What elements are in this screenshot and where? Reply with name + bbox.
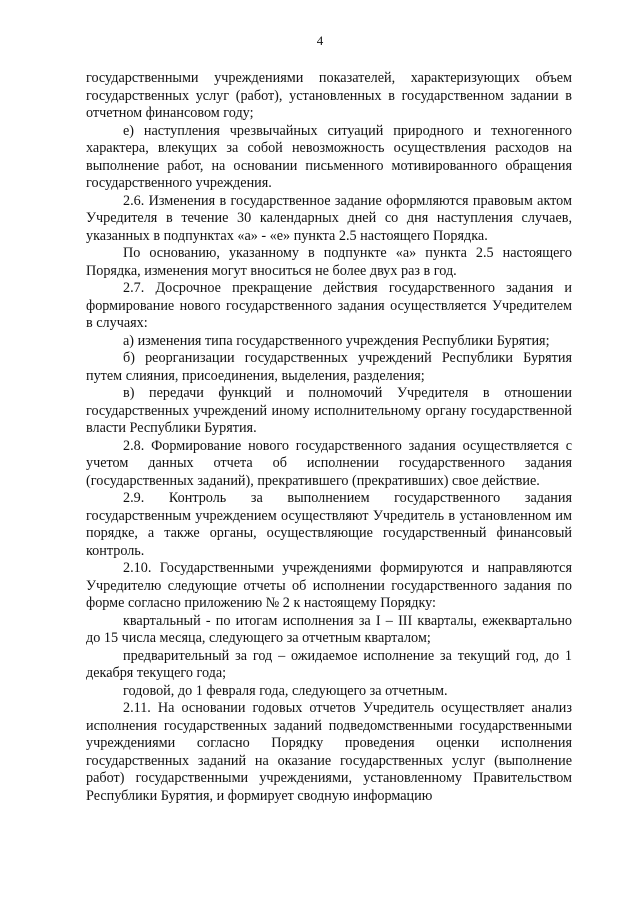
paragraph-2-7: 2.7. Досрочное прекращение действия государственного задания и формирование нового государственного задания осуществляется Учредителем в случаях: xyxy=(86,280,572,331)
paragraph-2-9: 2.9. Контроль за выполнением государственного задания государственным учреждением осуществляют Учредитель в установленном им порядке, а также органы, осуществляющие государственный финансовый контроль. xyxy=(86,490,572,559)
paragraph-preliminary: предварительный за год – ожидаемое исполнение за текущий год, до 1 декабря текущего года; xyxy=(86,647,572,681)
paragraph-item-e: е) наступления чрезвычайных ситуаций природного и техногенного характера, влекущих за собой невозможность осуществления расходов на выполнение работ, на основании письменного мотивированного обращения государственного учреждения. xyxy=(86,122,572,191)
paragraph-2-11: 2.11. На основании годовых отчетов Учредитель осуществляет анализ исполнения государственных заданий подведомственными государственными учреждениями согласно Порядку проведения оценки исполнения государственных заданий на оказание государственных услуг (выполнение работ) государственными учреждениями, установленному Правительством Республики Бурятия, и формирует сводную информацию xyxy=(86,700,572,804)
paragraph-continuation: государственными учреждениями показателей, характеризующих объем государственных услуг (работ), установленных в государственном задании в отчетном финансовом году; xyxy=(86,70,572,121)
document-body xyxy=(86,70,572,805)
paragraph-item-a: а) изменения типа государственного учреждения Республики Бурятия; xyxy=(123,332,550,349)
paragraph-item-b: б) реорганизации государственных учреждений Республики Бурятия путем слияния, присоединения, выделения, разделения; xyxy=(86,350,572,384)
paragraph-2-6: 2.6. Изменения в государственное задание оформляются правовым актом Учредителя в течение 30 календарных дней со дня наступления случаев, указанных в подпунктах «а» - «е» пункта 2.5 настоящего Порядка. xyxy=(86,192,572,244)
paragraph-annual: годовой, до 1 февраля года, следующего за отчетным. xyxy=(123,682,448,699)
page-number: 4 xyxy=(316,33,324,48)
paragraph-2-6-note: По основанию, указанному в подпункте «а» пункта 2.5 настоящего Порядка, изменения могут вноситься не более двух раз в год. xyxy=(86,245,572,279)
paragraph-2-8: 2.8. Формирование нового государственного задания осуществляется с учетом данных отчета об исполнении государственного задания (государственных заданий), прекратившего (прекративших) свое действие. xyxy=(86,437,572,489)
paragraph-quarterly: квартальный - по итогам исполнения за I – III кварталы, ежеквартально до 15 числа месяца, следующего за отчетным кварталом; xyxy=(86,612,572,646)
paragraph-2-10: 2.10. Государственными учреждениями формируются и направляются Учредителю следующие отчеты об исполнении государственного задания по форме согласно приложению № 2 к настоящему Порядку: xyxy=(86,560,572,611)
paragraph-item-v: в) передачи функций и полномочий Учредителя в отношении государственных учреждений иному исполнительному органу государственной власти Республики Бурятия. xyxy=(86,385,572,436)
